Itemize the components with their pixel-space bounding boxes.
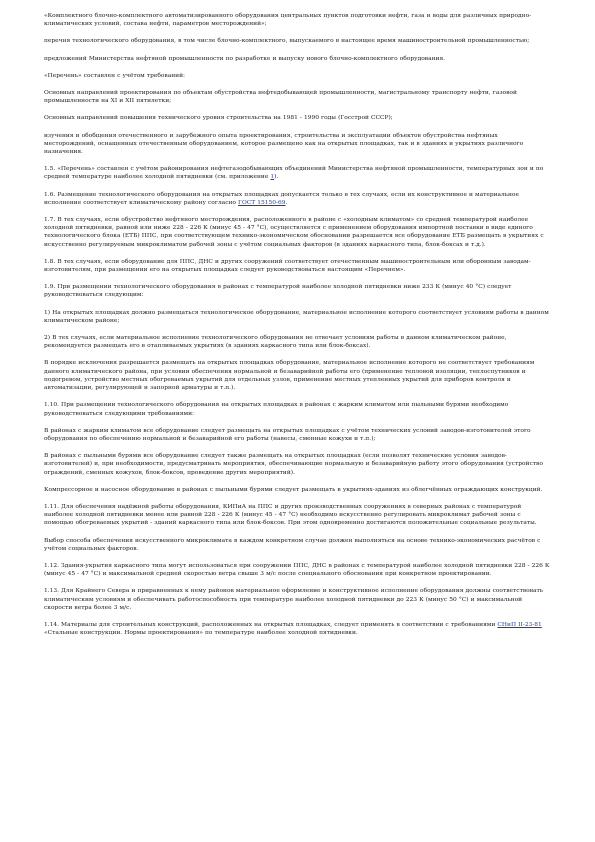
paragraph-perechen-requirements: «Перечень» составлен с учётом требований:: [44, 72, 186, 79]
paragraph-1-5-text: 1.5. «Перечень» составлен с учётом районирования нефтегазодобывающих объединений Министерства нефтяной промышленности, температурных зон и по средней температуре наиболее холодной пятидневки (см. приложение: [44, 166, 544, 181]
paragraph-1-6: [44, 191, 551, 207]
paragraph-1-11: 1.11. Для обеспечения надёжной работы оборудования, КИПиА на ППС и других производственных сооружениях в северных районах с температурой наиболее холодной пятидневки менее или равной 228 - 226 К (минус 45 - 47 °С) необходимо искусственно регулировать микроклимат рабочей зоны с помощью обогреваемых укрытий - зданий каркасного типа или блок-боксов. При этом одновременно достигаются положительные социальные результаты.: [44, 503, 537, 527]
paragraph-equipment-list: перечня технологического оборудования, в том числе блочно-комплектного, выпускаемого в настоящее время машиностроительной промышленностью;: [44, 38, 530, 45]
paragraph-exception: В порядке исключения разрешается размещать на открытых площадках оборудование, материальное исполнение которого не соответствует требованиям данного климатического района, при условии обеспечения нормальной и безаварийной работы его (применение тепловой изоляции, теплоспутников и подогревом, устройство местных обогреваемых укрытий для отдельных узлов, применение местных утепленных укрытий для приборов контроля и автоматизации, регулирующей и запорной арматуры и т.п.).: [44, 360, 535, 392]
appendix-1-link[interactable]: 1: [270, 174, 275, 181]
paragraph-hot-climate: В районах с жарким климатом все оборудование следует размещать на открытых площадках с учётом технических условий заводов-изготовителей этого оборудования по обеспечению нормальной и безаварийной его работы (навесы, сменные кожухи и т.п.);: [44, 427, 531, 442]
paragraph-1-5: [44, 165, 551, 181]
paragraph-microclimate-choice: Выбор способа обеспечения искусственного микроклимата в каждом конкретном случае должен выполняться на основе технико-экономических расчётов с учётом социальных факторов.: [44, 537, 541, 552]
paragraph-1-13: 1.13. Для Крайнего Севера и приравненных к нему районов материальное оформление и конструктивное исполнение оборудования должны соответствовать климатическим условиям и обеспечивать работоспособность при температуре наиболее холодной пятидневки до 223 К (минус 50 °С) и максимальной скорости ветра более 3 м/с.: [44, 588, 544, 611]
paragraph-experience-study: изучения и обобщения отечественного и зарубежного опыта проектирования, строительства и эксплуатации объектов обустройства нефтяных месторождений, оснащенных отечественным оборудованием, которое размещено как на открытых площадках, так и в зданиях и укрытиях различного назначения.: [44, 132, 524, 156]
paragraph-1-9-item-1: 1) На открытых площадках должно размещаться технологическое оборудование, материальное исполнение которого соответствует условиям работы в данном климатическом районе;: [44, 309, 549, 324]
paragraph-1-14-text: 1.14. Материалы для строительных конструкций, расположенных на открытых площадках, следует применять в соответствии с требованиями: [44, 621, 498, 628]
paragraph-design-directions: Основных направлений проектирования по объектам обустройства нефтедобывающей промышленности, магистральному транспорту нефти, газовой промышленности на XI и XII пятилетки;: [44, 90, 517, 105]
gost-link[interactable]: ГОСТ 15150-69: [238, 199, 286, 206]
paragraph-1-14-end: «Стальные конструкции. Нормы проектирования» по температуре наиболее холодной пятидневки.: [44, 630, 358, 637]
paragraph-dust-storms: В районах с пыльными бурями все оборудование следует также размещать на открытых площадках (если позволят технические условия заводов-изготовителей) и, при необходимости, предусматривать мероприятия, обеспечивающие нормальную и безаварийную работу этого оборудования (устройство ограждений, сменных кожухов, блок-боксов, проведение других мероприятий).: [44, 453, 543, 476]
paragraph-1-5-end: ).: [274, 174, 279, 181]
paragraph-compressor-pumps: Компрессорное и насосное оборудование в районах с пыльными бурями следует размещать в укрытиях-зданиях из облегчённых ограждающих конструкций.: [44, 486, 543, 493]
paragraph-1-10: 1.10. При размещении технологического оборудования на открытых площадках в районах с жарким климатом или пыльными бурями необходимо руководствоваться следующими требованиями:: [44, 402, 509, 417]
paragraph-1-7: 1.7. В тех случаях, если обустройство нефтяного месторождения, расположенного в районе с «холодным климатом» со средней температурой наиболее холодной пятидневки, равной или ниже 228 - 226 К (минус 45 - 47 °С), осуществляется с применением оборудования импортной поставки в виде единого технологического блока (ЕТБ) ППС, при соответствующем технико-экономическом обосновании разрешается все оборудование ЕТБ размещать в укрытиях с искусственно регулируемым микроклиматом рабочей зоны с учётом социальных факторов (в зданиях каркасного типа, блок-боксах и т.д.).: [44, 217, 544, 248]
paragraph-1-14: [44, 621, 551, 637]
snip-link[interactable]: СНиП II-23-81: [497, 621, 542, 628]
paragraph-1-9: 1.9. При размещении технологического оборудования в районах с температурой наиболее холодной пятидневки ниже 233 К (минус 40 °С) следует руководствоваться следующим:: [44, 284, 512, 299]
paragraph-1-6-text: 1.6. Размещение технологического оборудования на открытых площадках допускается только в тех случаях, если их конструктивное и материальное исполнение соответствует климатическому району согласно: [44, 191, 519, 206]
paragraph-1-12: 1.12. Здания-укрытия каркасного типа могут использоваться при сооружении ППС, ДНС в районах с температурой наиболее холодной пятидневки 228 - 226 К (минус 45 - 47 °С) и максимальной средней скоростью ветра свыше 3 м/с после специального обоснования при конкретном проектировании.: [44, 562, 550, 578]
paragraph-1-9-item-2: 2) В тех случаях, если материальное исполнение технологического оборудования не отвечает условиям работы в данном климатическом районе, рекомендуется размещать его в отапливаемых укрытиях (в зданиях каркасного типа или блок-боксах).: [44, 335, 507, 350]
paragraph-1-6-end: .: [285, 199, 288, 206]
paragraph-1-8: 1.8. В тех случаях, если оборудование для ППС, ДНС и других сооружений соответствует отечественным машиностроительным или оборонным заводам-изготовителям, при размещении его на открытых площадках следует руководствоваться настоящим «Перечнем».: [44, 258, 531, 274]
paragraph-proposals: предложений Министерства нефтяной промышленности по разработке и выпуску нового блочно-комплектного оборудования.: [44, 55, 446, 62]
paragraph-intro: «Комплектного блочно-комплектного автоматизированного оборудования центральных пунктов подготовки нефти, газа и воды для различных природно-климатических условий, состава нефти, параметров месторождений»;: [44, 13, 532, 28]
paragraph-tech-directions: Основных направлений повышения технического уровня строительства на 1981 - 1990 годы (Госстрой СССР);: [44, 115, 393, 122]
